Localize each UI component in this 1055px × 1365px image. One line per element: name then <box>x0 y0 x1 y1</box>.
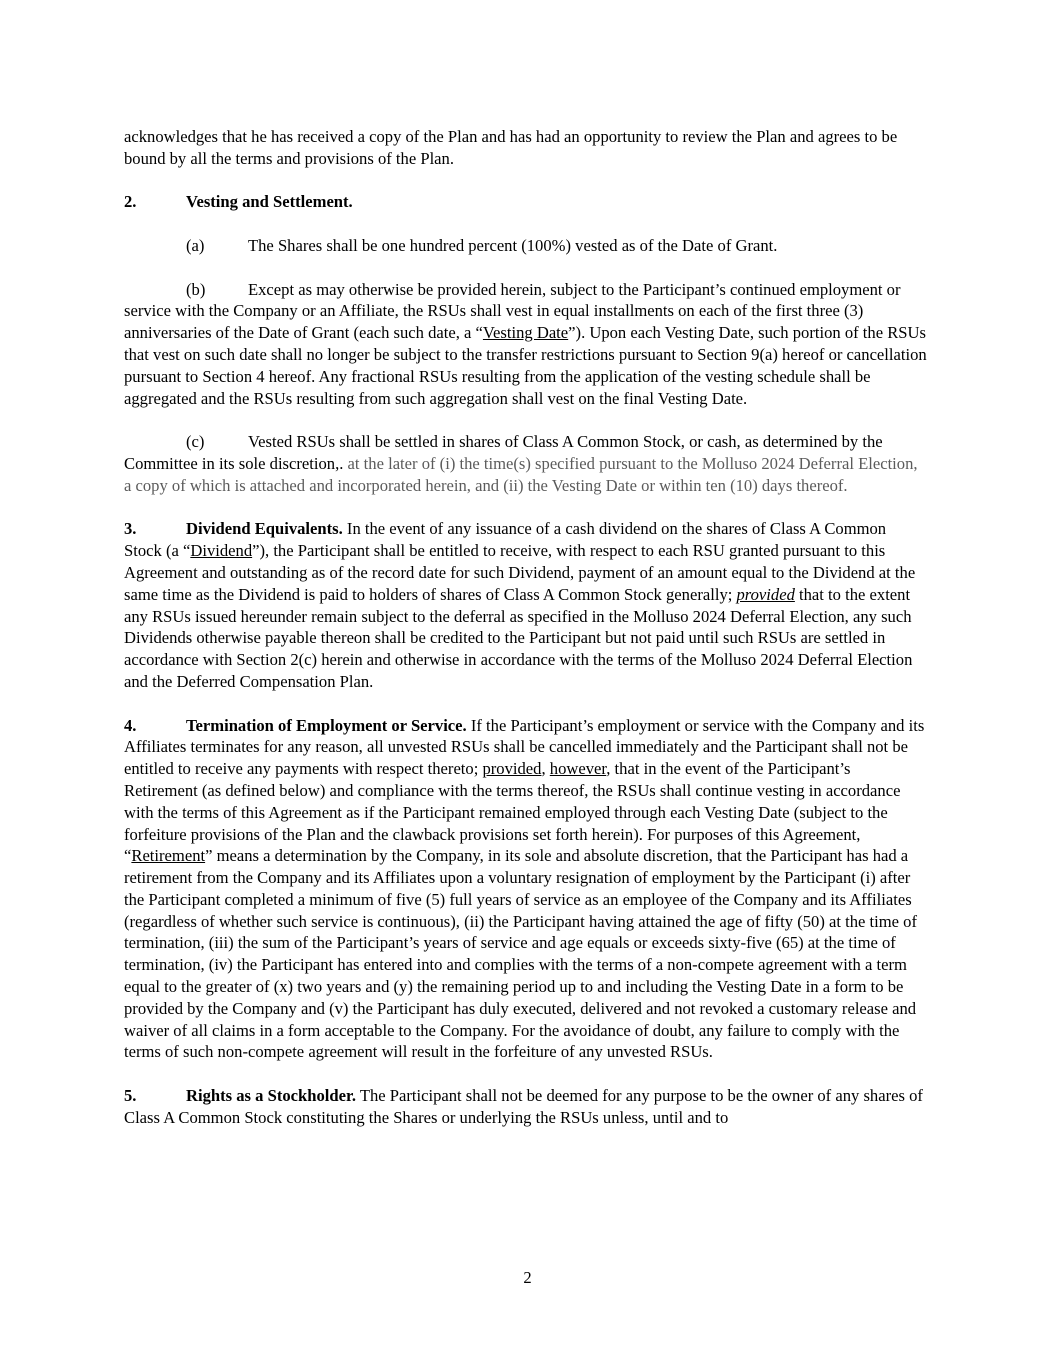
section-number: 5. <box>124 1086 137 1106</box>
section-text: The Participant shall not be deemed for any purpose to be the owner of any shares of Class A Common Stock constituting the Shares or underlying the RSUs unless, until and to <box>124 1086 923 1127</box>
defined-term: Retirement <box>131 846 206 866</box>
clause-2c <box>124 431 928 496</box>
clause-label: (c) <box>186 432 205 452</box>
defined-term: Vesting Date <box>482 323 569 343</box>
section-title: Dividend Equivalents. <box>186 519 343 539</box>
intro-paragraph: acknowledges that he has received a copy of the Plan and has had an opportunity to review the Plan and agrees to be bound by all the terms and provisions of the Plan. <box>124 127 898 168</box>
emphasis-provided: provided <box>736 584 795 604</box>
section-text: In the event of any issuance of a cash dividend on the shares of Class A Common Stock (a “ <box>124 519 887 561</box>
clause-label: (a) <box>186 235 205 255</box>
section-number: 2. <box>124 192 137 212</box>
section-text: , <box>541 759 550 779</box>
section-number: 4. <box>124 715 137 735</box>
defined-term: Dividend <box>190 541 253 561</box>
inserted-text: at the later of (i) the time(s) specified pursuant to the Molluso 2024 Deferral Election, a copy of which is attached and incorporated herein, and (ii) the Vesting Date or within ten (10) days thereof. <box>124 453 918 495</box>
section-2-heading <box>124 191 928 213</box>
clause-label: (b) <box>186 279 206 299</box>
section-number: 3. <box>124 519 137 539</box>
page-number: 2 <box>523 1268 532 1287</box>
emphasis-provided: provided <box>482 759 542 779</box>
section-text: If the Participant’s employment or service with the Company and its Affiliates terminates for any reason, all unvested RSUs shall be cancelled immediately and the Participant shall not be entitled to receive any payments with respect thereto; <box>124 715 925 779</box>
section-title: Termination of Employment or Service. <box>186 715 467 735</box>
section-text: that to the extent any RSUs issued hereunder remain subject to the deferral as specified in the Molluso 2024 Deferral Election, any such Dividends otherwise payable thereon shall be credited to the Participant but not paid until such RSUs are settled in accordance with Section 2(c) herein and otherwise in accordance with the terms of the Molluso 2024 Deferral Election and the Deferred Compensation Plan. <box>124 584 913 691</box>
document-page <box>124 126 928 1150</box>
section-title: Vesting and Settlement. <box>186 192 353 212</box>
section-4 <box>124 715 928 1064</box>
section-text: ” means a determination by the Company, in its sole and absolute discretion, that the Participant has had a retirement from the Company and its Affiliates upon a voluntary resignation of employment by the Participant (i) after the Participant completed a minimum of five (5) full years of service as an employee of the Company and its Affiliates (regardless of whether such service is continuous), (ii) the Participant having attained the age of fifty (50) at the time of termination, (iii) the sum of the Participant’s years of service and age equals or exceeds sixty-five (65) at the time of termination, (iv) the Participant has entered into and complies with the terms of a non-compete agreement with a term equal to the greater of (x) two years and (y) the remaining period up to and including the Vesting Date in a form to be provided by the Company and (v) the Participant has duly executed, delivered and not revoked a customary release and waiver of all claims in a form acceptable to the Company. For the avoidance of doubt, any failure to comply with the terms of such non-compete agreement will result in the forfeiture of any unvested RSUs. <box>124 846 918 1062</box>
clause-2b <box>124 279 928 410</box>
clause-2a <box>124 235 928 257</box>
section-text: ”), the Participant shall be entitled to receive, with respect to each RSU granted pursuant to this Agreement and outstanding as of the record date for such Dividend, payment of an amount equal to the Dividend at the same time as the Dividend is paid to holders of shares of Class A Common Stock generally; <box>124 541 916 604</box>
section-title: Rights as a Stockholder. <box>186 1086 356 1106</box>
emphasis-however: however <box>549 759 607 779</box>
clause-text: Except as may otherwise be provided herein, subject to the Participant’s continued employment or service with the Company or an Affiliate, the RSUs shall vest in equal installments on each of the first three (3) anniversaries of the Date of Grant (each such date, a “ <box>124 279 901 343</box>
section-text: , that in the event of the Participant’s Retirement (as defined below) and compliance with the terms thereof, the RSUs shall continue vesting in accordance with the terms of this Agreement as if the Participant remained employed through each Vesting Date (subject to the forfeiture provisions of the Plan and the clawback provisions set forth herein). For purposes of this Agreement, “ <box>124 759 901 866</box>
clause-text: ”). Upon each Vesting Date, such portion of the RSUs that vest on such date shall no longer be subject to the transfer restrictions pursuant to Section 9(a) hereof or cancellation pursuant to Section 4 hereof. Any fractional RSUs resulting from the application of the vesting schedule shall be aggregated and the RSUs resulting from such aggregation shall vest on the final Vesting Date. <box>124 323 927 408</box>
section-5 <box>124 1085 928 1129</box>
section-3 <box>124 518 928 692</box>
clause-text: The Shares shall be one hundred percent (100%) vested as of the Date of Grant. <box>248 235 778 255</box>
clause-text: Vested RSUs shall be settled in shares of Class A Common Stock, or cash, as determined by the Committee in its sole discretion,. <box>124 432 883 473</box>
